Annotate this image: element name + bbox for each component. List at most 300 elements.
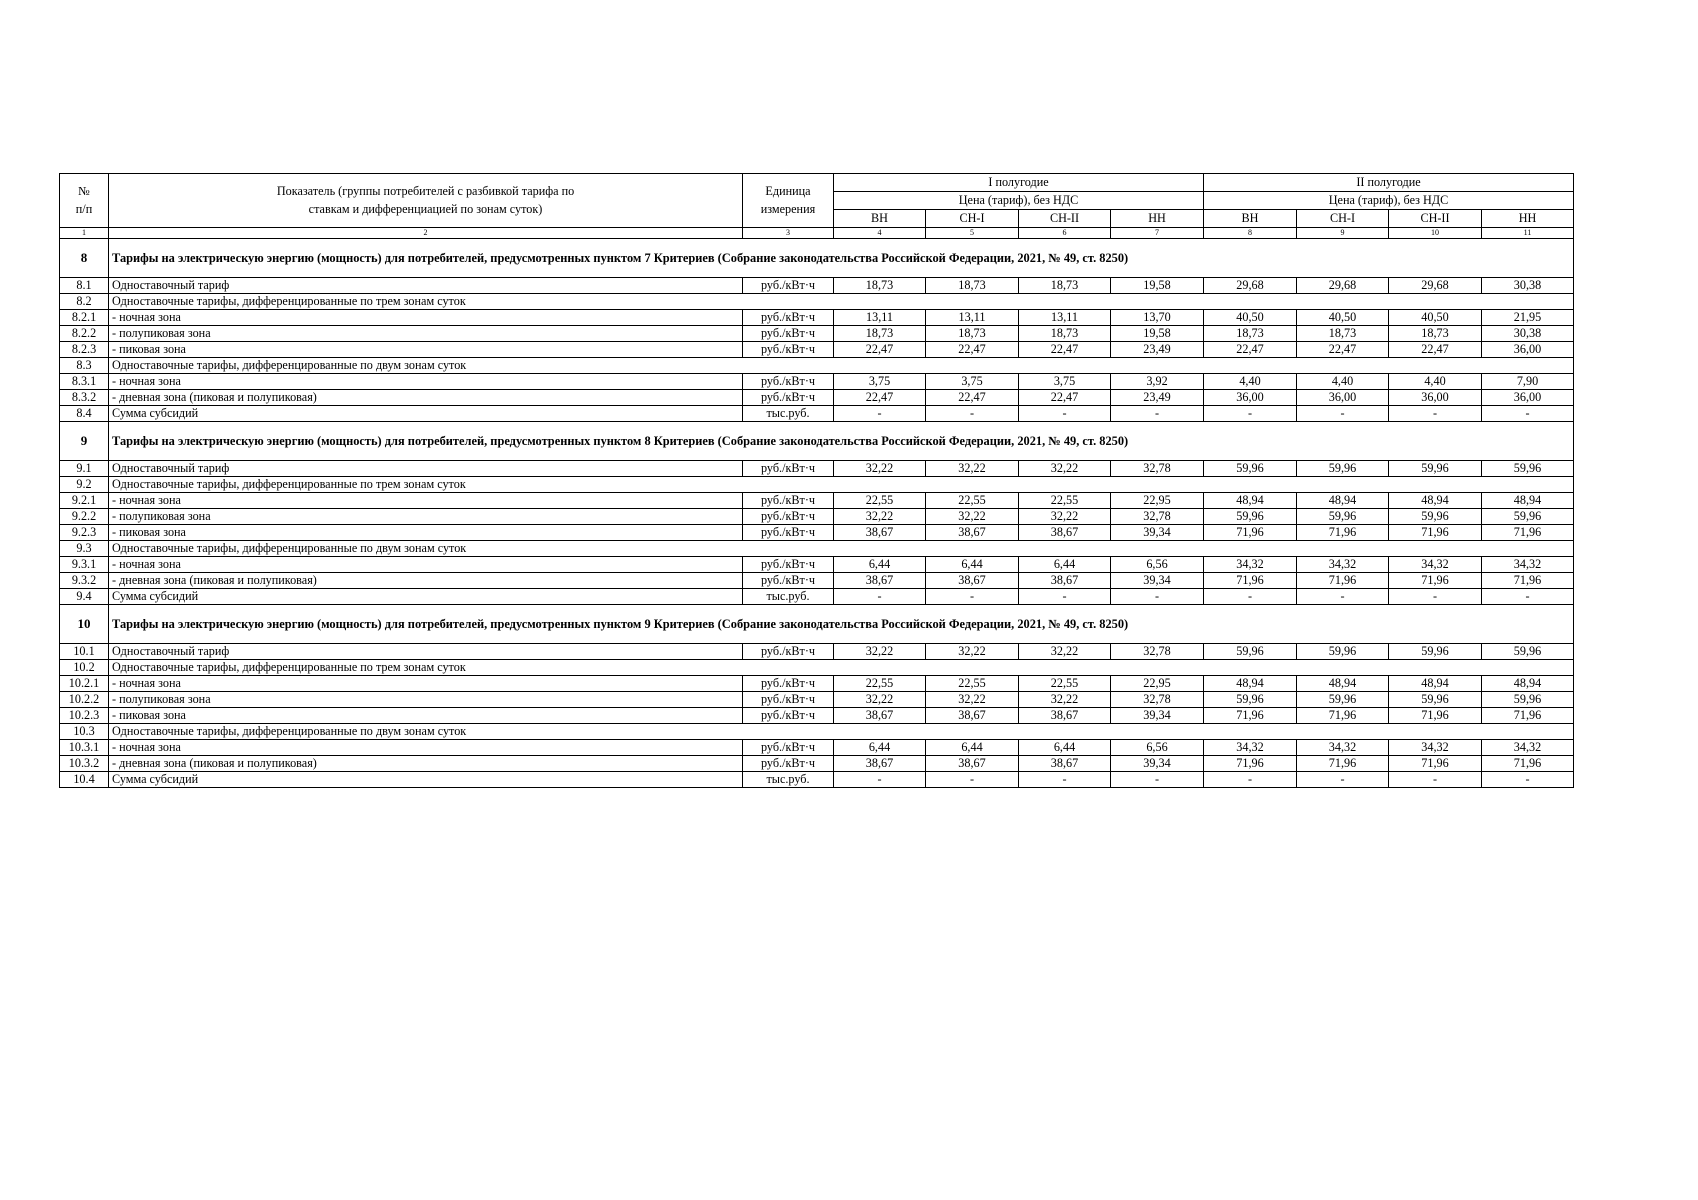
section-number: 10 — [60, 605, 109, 644]
row-unit: руб./кВт·ч — [743, 557, 834, 573]
header-level-cell: НН — [1482, 210, 1574, 228]
row-number: 10.2.1 — [60, 676, 109, 692]
table-row — [60, 660, 1574, 676]
value-cell: 18,73 — [1204, 326, 1297, 342]
row-name: Одноставочные тарифы, дифференцированные по двум зонам суток — [109, 358, 1574, 374]
row-unit: тыс.руб. — [743, 772, 834, 788]
value-cell: - — [1482, 589, 1574, 605]
header-indicator: Показатель (группы потребителей с разбивкой тарифа по ставкам и дифференциацией по зонам суток) — [109, 174, 743, 228]
row-unit: руб./кВт·ч — [743, 740, 834, 756]
value-cell: 6,44 — [1019, 740, 1111, 756]
column-number-cell: 6 — [1019, 228, 1111, 239]
row-unit: руб./кВт·ч — [743, 644, 834, 660]
row-name: - ночная зона — [109, 310, 743, 326]
row-unit: руб./кВт·ч — [743, 374, 834, 390]
value-cell: 40,50 — [1389, 310, 1482, 326]
value-cell: 71,96 — [1389, 756, 1482, 772]
value-cell: 23,49 — [1111, 342, 1204, 358]
row-name: Одноставочные тарифы, дифференцированные по трем зонам суток — [109, 294, 1574, 310]
value-cell: 71,96 — [1482, 573, 1574, 589]
value-cell: 34,32 — [1389, 557, 1482, 573]
value-cell: 22,47 — [926, 390, 1019, 406]
value-cell: 34,32 — [1482, 557, 1574, 573]
row-number: 9.1 — [60, 461, 109, 477]
table-row — [60, 461, 1574, 477]
value-cell: 32,22 — [834, 692, 926, 708]
value-cell: - — [1482, 406, 1574, 422]
value-cell: 22,55 — [1019, 676, 1111, 692]
value-cell: 32,22 — [926, 644, 1019, 660]
row-number: 8.3.2 — [60, 390, 109, 406]
row-unit: руб./кВт·ч — [743, 756, 834, 772]
value-cell: 71,96 — [1297, 756, 1389, 772]
table-row — [60, 724, 1574, 740]
value-cell: 32,78 — [1111, 692, 1204, 708]
value-cell: 39,34 — [1111, 756, 1204, 772]
row-number: 10.3.1 — [60, 740, 109, 756]
value-cell: - — [1482, 772, 1574, 788]
column-number-cell: 7 — [1111, 228, 1204, 239]
value-cell: 3,75 — [926, 374, 1019, 390]
row-name: Сумма субсидий — [109, 589, 743, 605]
tariff-sheet — [59, 173, 1573, 788]
row-number: 9.2.1 — [60, 493, 109, 509]
row-name: Одноставочные тарифы, дифференцированные по трем зонам суток — [109, 660, 1574, 676]
row-number: 10.2 — [60, 660, 109, 676]
value-cell: 38,67 — [926, 708, 1019, 724]
value-cell: 22,55 — [926, 493, 1019, 509]
row-unit: руб./кВт·ч — [743, 509, 834, 525]
value-cell: 22,47 — [1389, 342, 1482, 358]
value-cell: - — [1297, 406, 1389, 422]
value-cell: 38,67 — [926, 756, 1019, 772]
value-cell: 59,96 — [1297, 509, 1389, 525]
value-cell: 59,96 — [1389, 461, 1482, 477]
header-level-cell: СН-II — [1389, 210, 1482, 228]
table-row — [60, 294, 1574, 310]
row-number: 8.3.1 — [60, 374, 109, 390]
value-cell: - — [1297, 589, 1389, 605]
table-row — [60, 589, 1574, 605]
value-cell: 22,55 — [834, 676, 926, 692]
table-row — [60, 374, 1574, 390]
row-unit: тыс.руб. — [743, 406, 834, 422]
value-cell: 29,68 — [1204, 278, 1297, 294]
value-cell: - — [1389, 772, 1482, 788]
value-cell: 23,49 — [1111, 390, 1204, 406]
value-cell: 59,96 — [1389, 509, 1482, 525]
table-row — [60, 541, 1574, 557]
value-cell: 48,94 — [1389, 676, 1482, 692]
value-cell: 32,22 — [926, 509, 1019, 525]
value-cell: 22,95 — [1111, 676, 1204, 692]
section-header-row — [60, 605, 1574, 644]
value-cell: 36,00 — [1482, 390, 1574, 406]
value-cell: 36,00 — [1204, 390, 1297, 406]
row-number: 8.2.2 — [60, 326, 109, 342]
row-number: 9.2.2 — [60, 509, 109, 525]
value-cell: 22,95 — [1111, 493, 1204, 509]
value-cell: 38,67 — [834, 525, 926, 541]
column-number-cell: 3 — [743, 228, 834, 239]
row-unit: руб./кВт·ч — [743, 493, 834, 509]
value-cell: 39,34 — [1111, 708, 1204, 724]
value-cell: 38,67 — [1019, 756, 1111, 772]
value-cell: 48,94 — [1204, 493, 1297, 509]
value-cell: 34,32 — [1389, 740, 1482, 756]
value-cell: 6,44 — [1019, 557, 1111, 573]
row-unit: руб./кВт·ч — [743, 326, 834, 342]
value-cell: 71,96 — [1389, 525, 1482, 541]
value-cell: 71,96 — [1204, 573, 1297, 589]
section-header-row — [60, 422, 1574, 461]
value-cell: 59,96 — [1204, 692, 1297, 708]
value-cell: 32,22 — [834, 461, 926, 477]
value-cell: 39,34 — [1111, 573, 1204, 589]
section-number: 8 — [60, 239, 109, 278]
table-row — [60, 708, 1574, 724]
value-cell: 30,38 — [1482, 326, 1574, 342]
value-cell: 6,56 — [1111, 740, 1204, 756]
value-cell: 32,22 — [1019, 509, 1111, 525]
value-cell: 22,47 — [1204, 342, 1297, 358]
row-name: - ночная зона — [109, 676, 743, 692]
header-num: № п/п — [60, 174, 109, 228]
value-cell: 59,96 — [1482, 644, 1574, 660]
row-name: - пиковая зона — [109, 342, 743, 358]
value-cell: - — [1204, 772, 1297, 788]
value-cell: 18,73 — [1297, 326, 1389, 342]
value-cell: 59,96 — [1297, 461, 1389, 477]
row-unit: руб./кВт·ч — [743, 573, 834, 589]
row-name: Одноставочный тариф — [109, 461, 743, 477]
row-number: 9.2 — [60, 477, 109, 493]
row-number: 8.3 — [60, 358, 109, 374]
value-cell: 59,96 — [1297, 644, 1389, 660]
header-level-cell: СН-I — [926, 210, 1019, 228]
value-cell: 19,58 — [1111, 326, 1204, 342]
table-row — [60, 342, 1574, 358]
value-cell: 4,40 — [1389, 374, 1482, 390]
header-row-1 — [60, 174, 1574, 192]
row-number: 8.2 — [60, 294, 109, 310]
header-level-cell: СН-I — [1297, 210, 1389, 228]
row-unit: руб./кВт·ч — [743, 461, 834, 477]
row-name: - пиковая зона — [109, 525, 743, 541]
value-cell: 13,70 — [1111, 310, 1204, 326]
value-cell: 22,55 — [926, 676, 1019, 692]
row-number: 10.3.2 — [60, 756, 109, 772]
row-number: 9.3 — [60, 541, 109, 557]
value-cell: 13,11 — [1019, 310, 1111, 326]
header-unit: Единица измерения — [743, 174, 834, 228]
row-name: Сумма субсидий — [109, 406, 743, 422]
value-cell: 6,44 — [926, 557, 1019, 573]
value-cell: 38,67 — [834, 756, 926, 772]
value-cell: 59,96 — [1482, 509, 1574, 525]
value-cell: 18,73 — [1019, 326, 1111, 342]
value-cell: 6,44 — [926, 740, 1019, 756]
row-number: 8.4 — [60, 406, 109, 422]
value-cell: 22,47 — [1019, 342, 1111, 358]
value-cell: 34,32 — [1297, 557, 1389, 573]
value-cell: - — [834, 589, 926, 605]
row-number: 8.2.3 — [60, 342, 109, 358]
value-cell: 48,94 — [1297, 676, 1389, 692]
value-cell: 34,32 — [1482, 740, 1574, 756]
value-cell: 48,94 — [1482, 676, 1574, 692]
row-number: 10.2.2 — [60, 692, 109, 708]
value-cell: 38,67 — [1019, 573, 1111, 589]
row-name: Одноставочные тарифы, дифференцированные по трем зонам суток — [109, 477, 1574, 493]
value-cell: 22,47 — [834, 342, 926, 358]
header-level-cell: ВН — [834, 210, 926, 228]
value-cell: - — [834, 772, 926, 788]
value-cell: 32,22 — [1019, 461, 1111, 477]
table-row — [60, 326, 1574, 342]
value-cell: 32,22 — [926, 461, 1019, 477]
value-cell: 59,96 — [1482, 461, 1574, 477]
row-unit: руб./кВт·ч — [743, 525, 834, 541]
column-number-cell: 8 — [1204, 228, 1297, 239]
table-row — [60, 692, 1574, 708]
value-cell: - — [1389, 406, 1482, 422]
section-number: 9 — [60, 422, 109, 461]
row-name: - пиковая зона — [109, 708, 743, 724]
value-cell: 39,34 — [1111, 525, 1204, 541]
value-cell: 22,55 — [1019, 493, 1111, 509]
value-cell: 48,94 — [1389, 493, 1482, 509]
row-name: - дневная зона (пиковая и полупиковая) — [109, 756, 743, 772]
value-cell: 38,67 — [834, 708, 926, 724]
section-title: Тарифы на электрическую энергию (мощность) для потребителей, предусмотренных пунктом 8 Критериев (Собрание законодательства Российской Федерации, 2021, № 49, ст. 8250) — [109, 422, 1574, 461]
value-cell: 38,67 — [834, 573, 926, 589]
header-level-cell: СН-II — [1019, 210, 1111, 228]
table-row — [60, 406, 1574, 422]
value-cell: - — [926, 772, 1019, 788]
value-cell: 71,96 — [1389, 573, 1482, 589]
row-number: 9.4 — [60, 589, 109, 605]
value-cell: - — [1204, 406, 1297, 422]
value-cell: 71,96 — [1482, 525, 1574, 541]
value-cell: 38,67 — [1019, 708, 1111, 724]
table-body — [60, 239, 1574, 788]
value-cell: - — [1019, 589, 1111, 605]
table-row — [60, 477, 1574, 493]
value-cell: 32,22 — [1019, 644, 1111, 660]
value-cell: 48,94 — [1482, 493, 1574, 509]
row-number: 8.2.1 — [60, 310, 109, 326]
value-cell: 3,75 — [834, 374, 926, 390]
value-cell: 59,96 — [1297, 692, 1389, 708]
value-cell: 7,90 — [1482, 374, 1574, 390]
column-number-cell: 5 — [926, 228, 1019, 239]
value-cell: - — [926, 406, 1019, 422]
value-cell: 19,58 — [1111, 278, 1204, 294]
value-cell: 32,22 — [1019, 692, 1111, 708]
value-cell: 38,67 — [926, 573, 1019, 589]
value-cell: - — [1389, 589, 1482, 605]
table-row — [60, 525, 1574, 541]
value-cell: 48,94 — [1297, 493, 1389, 509]
value-cell: 13,11 — [834, 310, 926, 326]
row-number: 9.2.3 — [60, 525, 109, 541]
value-cell: 6,44 — [834, 557, 926, 573]
row-name: - ночная зона — [109, 493, 743, 509]
value-cell: - — [1204, 589, 1297, 605]
row-number: 8.1 — [60, 278, 109, 294]
value-cell: 18,73 — [926, 326, 1019, 342]
row-name: - ночная зона — [109, 557, 743, 573]
value-cell: 40,50 — [1297, 310, 1389, 326]
value-cell: - — [1111, 406, 1204, 422]
column-numbers-row — [60, 228, 1574, 239]
row-unit: руб./кВт·ч — [743, 278, 834, 294]
column-number-cell: 1 — [60, 228, 109, 239]
row-unit: тыс.руб. — [743, 589, 834, 605]
table-row — [60, 573, 1574, 589]
header-level-cell: ВН — [1204, 210, 1297, 228]
row-number: 10.2.3 — [60, 708, 109, 724]
section-title: Тарифы на электрическую энергию (мощность) для потребителей, предусмотренных пунктом 7 Критериев (Собрание законодательства Российской Федерации, 2021, № 49, ст. 8250) — [109, 239, 1574, 278]
table-row — [60, 310, 1574, 326]
section-title: Тарифы на электрическую энергию (мощность) для потребителей, предусмотренных пунктом 9 Критериев (Собрание законодательства Российской Федерации, 2021, № 49, ст. 8250) — [109, 605, 1574, 644]
table-row — [60, 557, 1574, 573]
row-number: 9.3.1 — [60, 557, 109, 573]
value-cell: - — [1019, 772, 1111, 788]
value-cell: 36,00 — [1389, 390, 1482, 406]
value-cell: 71,96 — [1482, 756, 1574, 772]
value-cell: 22,47 — [1019, 390, 1111, 406]
value-cell: - — [834, 406, 926, 422]
row-name: Одноставочные тарифы, дифференцированные по двум зонам суток — [109, 541, 1574, 557]
table-row — [60, 756, 1574, 772]
value-cell: 18,73 — [834, 326, 926, 342]
value-cell: 71,96 — [1204, 708, 1297, 724]
row-unit: руб./кВт·ч — [743, 676, 834, 692]
row-name: - дневная зона (пиковая и полупиковая) — [109, 390, 743, 406]
value-cell: - — [1111, 772, 1204, 788]
value-cell: 59,96 — [1204, 461, 1297, 477]
header-half-2: II полугодие — [1204, 174, 1574, 192]
value-cell: 30,38 — [1482, 278, 1574, 294]
value-cell: 6,44 — [834, 740, 926, 756]
value-cell: 18,73 — [834, 278, 926, 294]
row-name: - полупиковая зона — [109, 692, 743, 708]
table-row — [60, 278, 1574, 294]
value-cell: - — [1019, 406, 1111, 422]
tariff-table — [59, 173, 1574, 788]
row-number: 10.4 — [60, 772, 109, 788]
value-cell: 71,96 — [1297, 525, 1389, 541]
row-name: - полупиковая зона — [109, 509, 743, 525]
value-cell: 71,96 — [1204, 756, 1297, 772]
header-half-1: I полугодие — [834, 174, 1204, 192]
row-name: - дневная зона (пиковая и полупиковая) — [109, 573, 743, 589]
value-cell: 18,73 — [1019, 278, 1111, 294]
value-cell: 22,55 — [834, 493, 926, 509]
value-cell: 32,78 — [1111, 644, 1204, 660]
value-cell: 71,96 — [1204, 525, 1297, 541]
row-name: - полупиковая зона — [109, 326, 743, 342]
row-name: Одноставочный тариф — [109, 278, 743, 294]
header-level-cell: НН — [1111, 210, 1204, 228]
value-cell: 32,78 — [1111, 461, 1204, 477]
row-number: 10.1 — [60, 644, 109, 660]
value-cell: 29,68 — [1297, 278, 1389, 294]
value-cell: 34,32 — [1297, 740, 1389, 756]
value-cell: 18,73 — [1389, 326, 1482, 342]
row-name: Одноставочные тарифы, дифференцированные по двум зонам суток — [109, 724, 1574, 740]
value-cell: 59,96 — [1482, 692, 1574, 708]
row-name: - ночная зона — [109, 374, 743, 390]
value-cell: 21,95 — [1482, 310, 1574, 326]
value-cell: 71,96 — [1297, 708, 1389, 724]
column-number-cell: 9 — [1297, 228, 1389, 239]
value-cell: 38,67 — [926, 525, 1019, 541]
row-unit: руб./кВт·ч — [743, 342, 834, 358]
header-price-1: Цена (тариф), без НДС — [834, 192, 1204, 210]
row-number: 10.3 — [60, 724, 109, 740]
value-cell: 22,47 — [1297, 342, 1389, 358]
table-row — [60, 644, 1574, 660]
row-name: Сумма субсидий — [109, 772, 743, 788]
row-number: 9.3.2 — [60, 573, 109, 589]
value-cell: 29,68 — [1389, 278, 1482, 294]
row-unit: руб./кВт·ч — [743, 310, 834, 326]
value-cell: 38,67 — [1019, 525, 1111, 541]
value-cell: 71,96 — [1297, 573, 1389, 589]
column-number-cell: 2 — [109, 228, 743, 239]
value-cell: 4,40 — [1204, 374, 1297, 390]
row-unit: руб./кВт·ч — [743, 708, 834, 724]
row-unit: руб./кВт·ч — [743, 390, 834, 406]
value-cell: 59,96 — [1204, 644, 1297, 660]
value-cell: 40,50 — [1204, 310, 1297, 326]
table-row — [60, 740, 1574, 756]
value-cell: - — [1111, 589, 1204, 605]
table-row — [60, 509, 1574, 525]
value-cell: 32,22 — [834, 644, 926, 660]
value-cell: 48,94 — [1204, 676, 1297, 692]
table-row — [60, 390, 1574, 406]
value-cell: 3,92 — [1111, 374, 1204, 390]
value-cell: 18,73 — [926, 278, 1019, 294]
column-number-cell: 10 — [1389, 228, 1482, 239]
value-cell: 3,75 — [1019, 374, 1111, 390]
value-cell: 71,96 — [1482, 708, 1574, 724]
row-name: Одноставочный тариф — [109, 644, 743, 660]
column-number-cell: 4 — [834, 228, 926, 239]
row-unit: руб./кВт·ч — [743, 692, 834, 708]
table-row — [60, 358, 1574, 374]
value-cell: - — [926, 589, 1019, 605]
value-cell: 22,47 — [926, 342, 1019, 358]
section-header-row — [60, 239, 1574, 278]
value-cell: 32,22 — [834, 509, 926, 525]
table-row — [60, 772, 1574, 788]
value-cell: 36,00 — [1482, 342, 1574, 358]
value-cell: 32,78 — [1111, 509, 1204, 525]
value-cell: 6,56 — [1111, 557, 1204, 573]
value-cell: 13,11 — [926, 310, 1019, 326]
value-cell: 4,40 — [1297, 374, 1389, 390]
value-cell: 59,96 — [1389, 644, 1482, 660]
value-cell: 34,32 — [1204, 740, 1297, 756]
row-name: - ночная зона — [109, 740, 743, 756]
table-row — [60, 493, 1574, 509]
value-cell: 22,47 — [834, 390, 926, 406]
